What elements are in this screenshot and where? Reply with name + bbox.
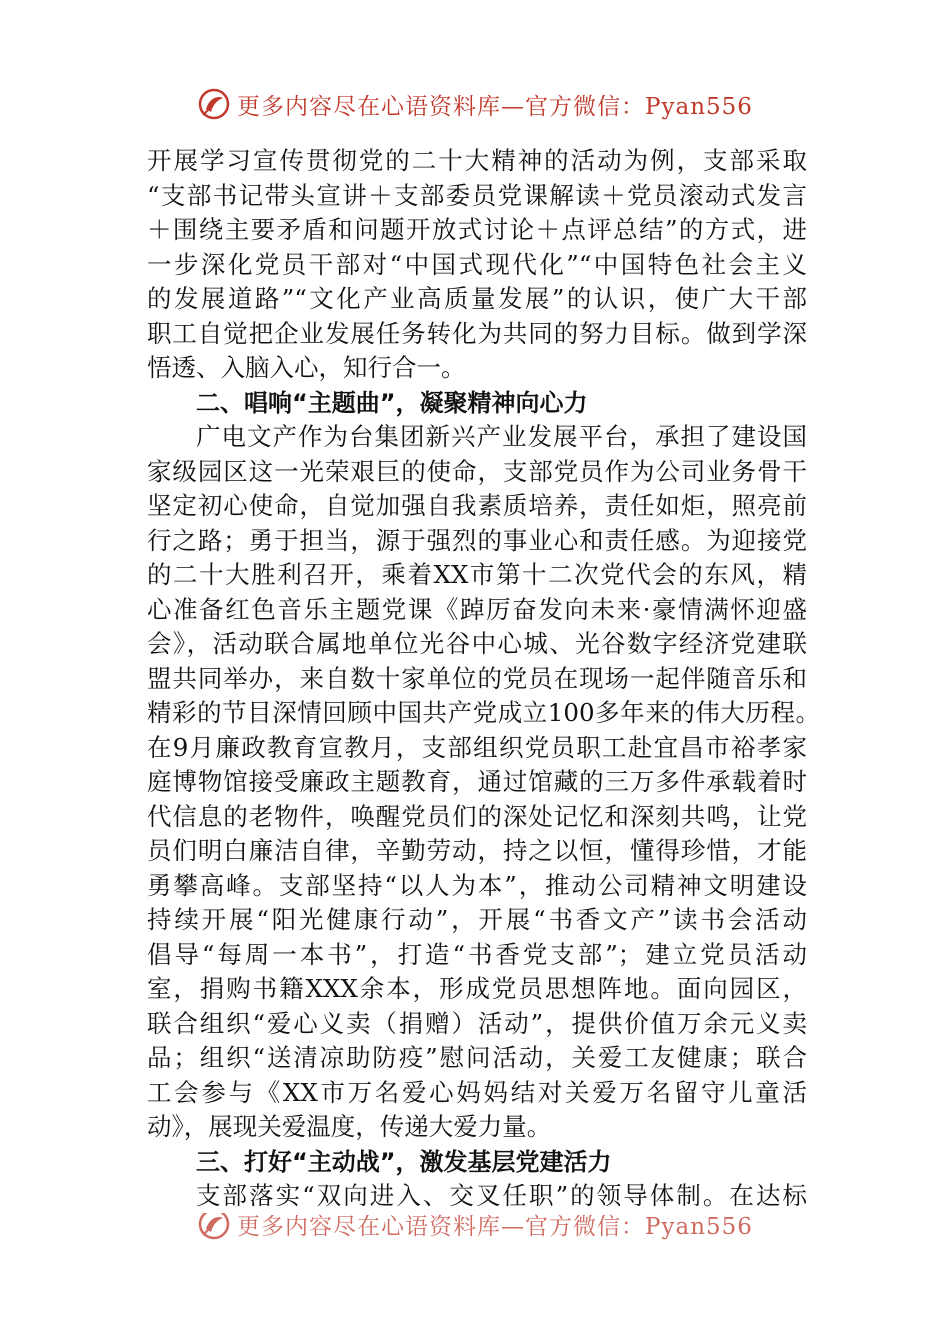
text-line: 联合组织“爱心义卖（捐赠）活动”，提供价值万余元义卖: [147, 1008, 807, 1038]
text-line: 倡导“每周一本书”，打造“书香党支部”；建立党员活动: [147, 939, 807, 969]
text-line: ＋围绕主要矛盾和问题开放式讨论＋点评总结”的方式，进: [147, 215, 807, 244]
text-line: 工会参与《XX市万名爱心妈妈结对关爱万名留守儿童活: [147, 1077, 807, 1107]
text-line: 动》，展现关爱温度，传递大爱力量。: [147, 1112, 552, 1141]
text-line: 会》，活动联合属地单位光谷中心城、光谷数字经济党建联: [147, 629, 807, 658]
text-line: 精彩的节目深情回顾中国共产党成立100多年来的伟大历程。: [147, 698, 820, 727]
text-line: 员们明白廉洁自律，辛勤劳动，持之以恒，懂得珍惜，才能: [147, 836, 807, 865]
text-line: 广电文产作为台集团新兴产业发展平台，承担了建设国: [196, 422, 807, 451]
text-line: 盟共同举办，来自数十家单位的党员在现场一起伴随音乐和: [147, 663, 807, 693]
text-line: 坚定初心使命，自觉加强自我素质培养，责任如炬，照亮前: [147, 491, 807, 520]
text-line: 支部落实“双向进入、交叉任职”的领导体制。在达标: [196, 1179, 807, 1213]
watermark-header: [0, 82, 950, 126]
text-line: 行之路；勇于担当，源于强烈的事业心和责任感。为迎接党: [147, 525, 807, 555]
text-line: 勇攀高峰。支部坚持“以人为本”，推动公司精神文明建设: [147, 870, 807, 900]
text-line: 心准备红色音乐主题党课《踔厉奋发向未来·豪情满怀迎盛: [147, 594, 807, 624]
text-line: 庭博物馆接受廉政主题教育，通过馆藏的三万多件承载着时: [147, 767, 807, 796]
text-line: 家级园区这一光荣艰巨的使命，支部党员作为公司业务骨干: [147, 456, 807, 486]
watermark-text: 更多内容尽在心语资料库—官方微信：Pyan556: [237, 93, 753, 120]
text-line: “支部书记带头宣讲＋支部委员党课解读＋党员滚动式发言: [147, 180, 807, 210]
text-line: 的发展道路”“文化产业高质量发展”的认识，使广大干部: [147, 284, 807, 313]
text-line: 的二十大胜利召开，乘着XX市第十二次党代会的东风，精: [147, 560, 807, 589]
watermark-text: 更多内容尽在心语资料库—官方微信：Pyan556: [237, 1213, 753, 1240]
section-heading: 三、打好“主动战”，激发基层党建活力: [196, 1147, 612, 1176]
logo-icon: [197, 87, 231, 121]
text-line: 持续开展“阳光健康行动”，开展“书香文产”读书会活动: [147, 905, 807, 934]
text-line: 一步深化党员干部对“中国式现代化”“中国特色社会主义: [147, 249, 807, 279]
text-line: 品；组织“送清凉助防疫”慰问活动，关爱工友健康；联合: [147, 1043, 807, 1072]
text-line: 职工自觉把企业发展任务转化为共同的努力目标。做到学深: [147, 318, 807, 348]
text-line: 室，捐购书籍XXX余本，形成党员思想阵地。面向园区，: [147, 974, 807, 1003]
text-line: 在9月廉政教育宣教月，支部组织党员职工赴宜昌市裕孝家: [147, 732, 807, 762]
text-line: 开展学习宣传贯彻党的二十大精神的活动为例，支部采取: [147, 146, 807, 175]
text-line: 悟透、入脑入心，知行合一。: [147, 353, 466, 382]
text-line: 代信息的老物件，唤醒党员们的深处记忆和深刻共鸣，让党: [147, 801, 807, 831]
section-heading: 二、唱响“主题曲”，凝聚精神向心力: [196, 388, 588, 417]
